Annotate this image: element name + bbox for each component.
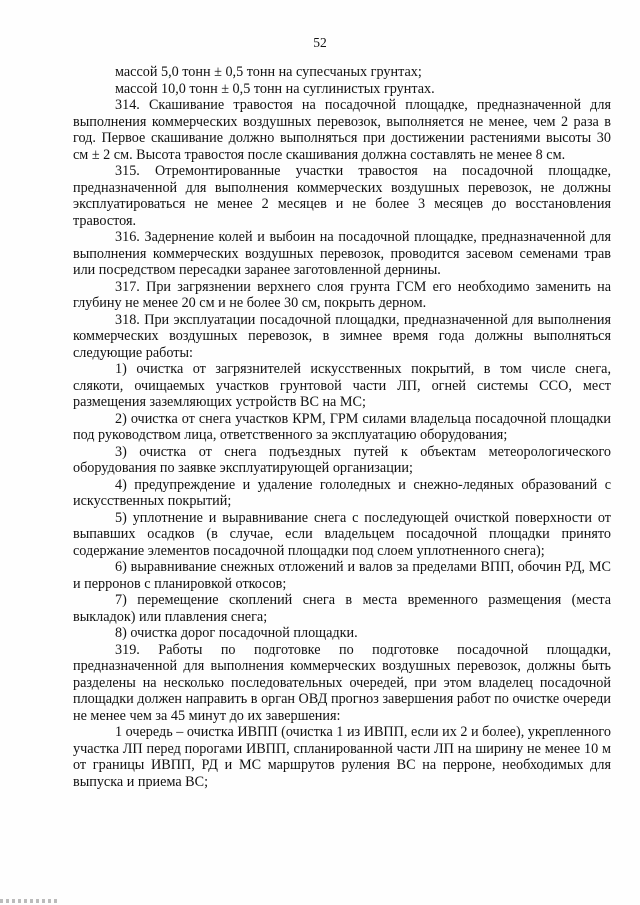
- list-item-318-8: 8) очистка дорог посадочной площадки.: [115, 625, 358, 641]
- list-item-318-1: 1) очистка от загрязнителей искусственных покрытий, в том числе снега, слякоти, очищаемых участков грунтовой части ЛП, огней системы ССО, мест размещения заземляющих устройств ВС на МС;: [73, 361, 611, 410]
- paragraph-318: 318. При эксплуатации посадочной площадки, предназначенной для выполнения коммерческих воздушных перевозок, в зимнее время года должны выполняться следующие работы:: [73, 311, 611, 361]
- list-item-318-7: 7) перемещение скоплений снега в места временного размещения (места выкладок) или плавления снега;: [73, 592, 611, 625]
- scan-edge-mark: [0, 899, 60, 903]
- paragraph-mass-loam: массой 10,0 тонн ± 0,5 тонн на суглинистых грунтах.: [115, 80, 435, 97]
- page-number: 52: [313, 35, 327, 50]
- list-item-318-3: 3) очистка от снега подъездных путей к объектам метеорологического оборудования по заявке эксплуатирующей организации;: [73, 443, 611, 476]
- paragraph-317: 317. При загрязнении верхнего слоя грунта ГСМ его необходимо заменить на глубину не менее 20 см и не более 30 см, покрыть дерном.: [73, 278, 611, 311]
- paragraph-319: 319. Работы по подготовке по подготовке посадочной площадки, предназначенной для выполнения коммерческих воздушных перевозок, должны быть разделены на несколько последовательных очередей, при этом владелец посадочной площадки должен направить в орган ОВД прогноз завершения работ по очистке очереди не менее чем за 45 минут до их завершения:: [73, 641, 611, 724]
- list-item-318-6: 6) выравнивание снежных отложений и валов за пределами ВПП, обочин РД, МС и перронов с планировкой откосов;: [73, 559, 611, 592]
- paragraph-mass-sandy: массой 5,0 тонн ± 0,5 тонн на супесчаных грунтах;: [115, 64, 422, 80]
- document-body: [73, 64, 611, 790]
- paragraph-315: 315. Отремонтированные участки травостоя на посадочной площадке, предназначенной для выполнения коммерческих воздушных перевозок, не должны эксплуатироваться не менее 2 месяцев и не более 3 месяцев до восстановления травостоя.: [73, 163, 611, 229]
- list-item-318-2: 2) очистка от снега участков КРМ, ГРМ силами владельца посадочной площадки под руководством лица, ответственного за эксплуатацию оборудования;: [73, 410, 611, 443]
- list-item-318-4: 4) предупреждение и удаление гололедных и снежно-ледяных образований с искусственных покрытий;: [73, 476, 611, 509]
- paragraph-316: 316. Задернение колей и выбоин на посадочной площадке, предназначенной для выполнения коммерческих воздушных перевозок, проводится засевом семенами трав или посредством пересадки заранее заготовленной дернины.: [73, 229, 611, 278]
- paragraph-314: 314. Скашивание травостоя на посадочной площадке, предназначенной для выполнения коммерческих воздушных перевозок, выполняется не менее, чем 2 раза в год. Первое скашивание должно выполняться при достижении растениями высоты 30 см ± 2 см. Высота травостоя после скашивания должна составлять не менее 8 см.: [73, 97, 611, 163]
- paragraph-319-queue-1: 1 очередь – очистка ИВПП (очистка 1 из ИВПП, если их 2 и более), укрепленного участка ЛП перед порогами ИВПП, спланированной части ЛП на ширину не менее 10 м от границы ИВПП, РД и МС маршрутов руления ВС на перроне, необходимых для выпуска и приема ВС;: [73, 724, 611, 790]
- list-item-318-5: 5) уплотнение и выравнивание снега с последующей очисткой поверхности от выпавших осадков (в случае, если владельцем посадочной площадки принято содержание элементов посадочной площадки под слоем уплотненного снега);: [73, 509, 611, 559]
